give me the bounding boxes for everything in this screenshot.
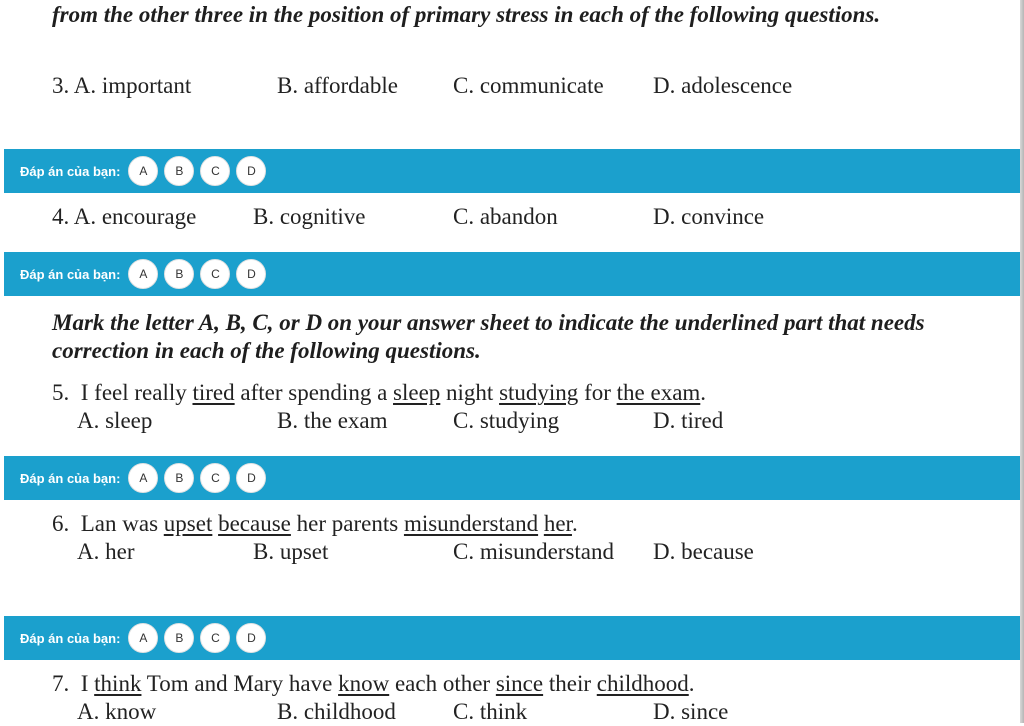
sentence-text: her parents [290, 511, 404, 536]
answer-bar-q6 [4, 616, 1020, 660]
choice-b-button[interactable]: B [164, 156, 194, 186]
choice-d-button[interactable]: D [236, 259, 266, 289]
underlined-part: because [218, 511, 291, 536]
choice-c-button[interactable]: C [200, 156, 230, 186]
underlined-part: childhood [596, 671, 689, 696]
underlined-part: her [543, 511, 572, 536]
choice-a-button[interactable]: A [128, 623, 158, 653]
choice-c-button[interactable]: C [200, 623, 230, 653]
underlined-part: studying [499, 380, 579, 405]
question-6-sentence [52, 510, 578, 538]
sentence-text: Lan was [80, 511, 164, 536]
sentence-text: Tom and Mary have [141, 671, 339, 696]
instruction-stress: from the other three in the position of primary stress in each of the following questions. [52, 2, 881, 27]
question-3-option-c: C. communicate [453, 73, 604, 98]
underlined-part: since [495, 671, 544, 696]
choice-d-button[interactable]: D [236, 463, 266, 493]
question-number: 6. [52, 511, 70, 536]
question-3-option-b: B. affordable [277, 73, 398, 98]
choice-b-button[interactable]: B [164, 259, 194, 289]
question-number: 7. [52, 671, 70, 696]
sentence-text: . [571, 511, 578, 536]
underlined-part: think [94, 671, 142, 696]
underlined-part: know [338, 671, 390, 696]
question-7-option-a: A. know [77, 699, 157, 724]
choice-d-button[interactable]: D [236, 623, 266, 653]
question-6-option-a: A. her [77, 539, 135, 564]
question-7-option-d: D. since [653, 699, 729, 724]
question-6-option-c: C. misunderstand [453, 539, 614, 564]
choice-d-button[interactable]: D [236, 156, 266, 186]
sentence-text: their [543, 671, 597, 696]
question-7-option-b: B. childhood [277, 699, 396, 724]
underlined-part: the exam [616, 380, 701, 405]
sentence-text: I feel really [80, 380, 193, 405]
choice-c-button[interactable]: C [200, 463, 230, 493]
answer-bar-q5 [4, 456, 1020, 500]
question-5-option-a: A. sleep [77, 408, 153, 433]
choice-c-button[interactable]: C [200, 259, 230, 289]
underlined-part: tired [192, 380, 235, 405]
question-5-option-b: B. the exam [277, 408, 388, 433]
question-4-option-b: B. cognitive [253, 204, 366, 229]
sentence-text: each other [389, 671, 496, 696]
question-4-option-a: 4. A. encourage [52, 204, 197, 229]
sentence-text: after spending a [234, 380, 394, 405]
window-edge [1020, 0, 1024, 723]
question-4-option-d: D. convince [653, 204, 765, 229]
sentence-text: night [440, 380, 500, 405]
choice-a-button[interactable]: A [128, 156, 158, 186]
sentence-text: for [578, 380, 617, 405]
question-6-option-d: D. because [653, 539, 754, 564]
underlined-part: upset [163, 511, 213, 536]
instruction-correction: Mark the letter A, B, C, or D on your answer sheet to indicate the underlined part that needs correction in each of the following questions. [52, 310, 925, 363]
answer-bar-label: Đáp án của bạn: [20, 266, 121, 282]
sentence-text: . [700, 380, 707, 405]
question-5-option-c: C. studying [453, 408, 560, 433]
question-5-option-d: D. tired [653, 408, 724, 433]
question-number: 5. [52, 380, 70, 405]
answer-bar-label: Đáp án của bạn: [20, 470, 121, 486]
choice-a-button[interactable]: A [128, 259, 158, 289]
choice-a-button[interactable]: A [128, 463, 158, 493]
question-3-option-a: 3. A. important [52, 73, 192, 98]
question-7-option-c: C. think [453, 699, 528, 724]
answer-bar-label: Đáp án của bạn: [20, 163, 121, 179]
question-5-sentence [52, 379, 706, 407]
question-3-option-d: D. adolescence [653, 73, 793, 98]
question-6-option-b: B. upset [253, 539, 329, 564]
answer-bar-q4 [4, 252, 1020, 296]
question-7-sentence [52, 670, 695, 698]
sentence-text: . [688, 671, 695, 696]
choice-b-button[interactable]: B [164, 463, 194, 493]
question-4-option-c: C. abandon [453, 204, 558, 229]
answer-bar-q3 [4, 149, 1020, 193]
underlined-part: misunderstand [403, 511, 539, 536]
choice-b-button[interactable]: B [164, 623, 194, 653]
sentence-text: I [80, 671, 95, 696]
underlined-part: sleep [393, 380, 441, 405]
answer-bar-label: Đáp án của bạn: [20, 630, 121, 646]
